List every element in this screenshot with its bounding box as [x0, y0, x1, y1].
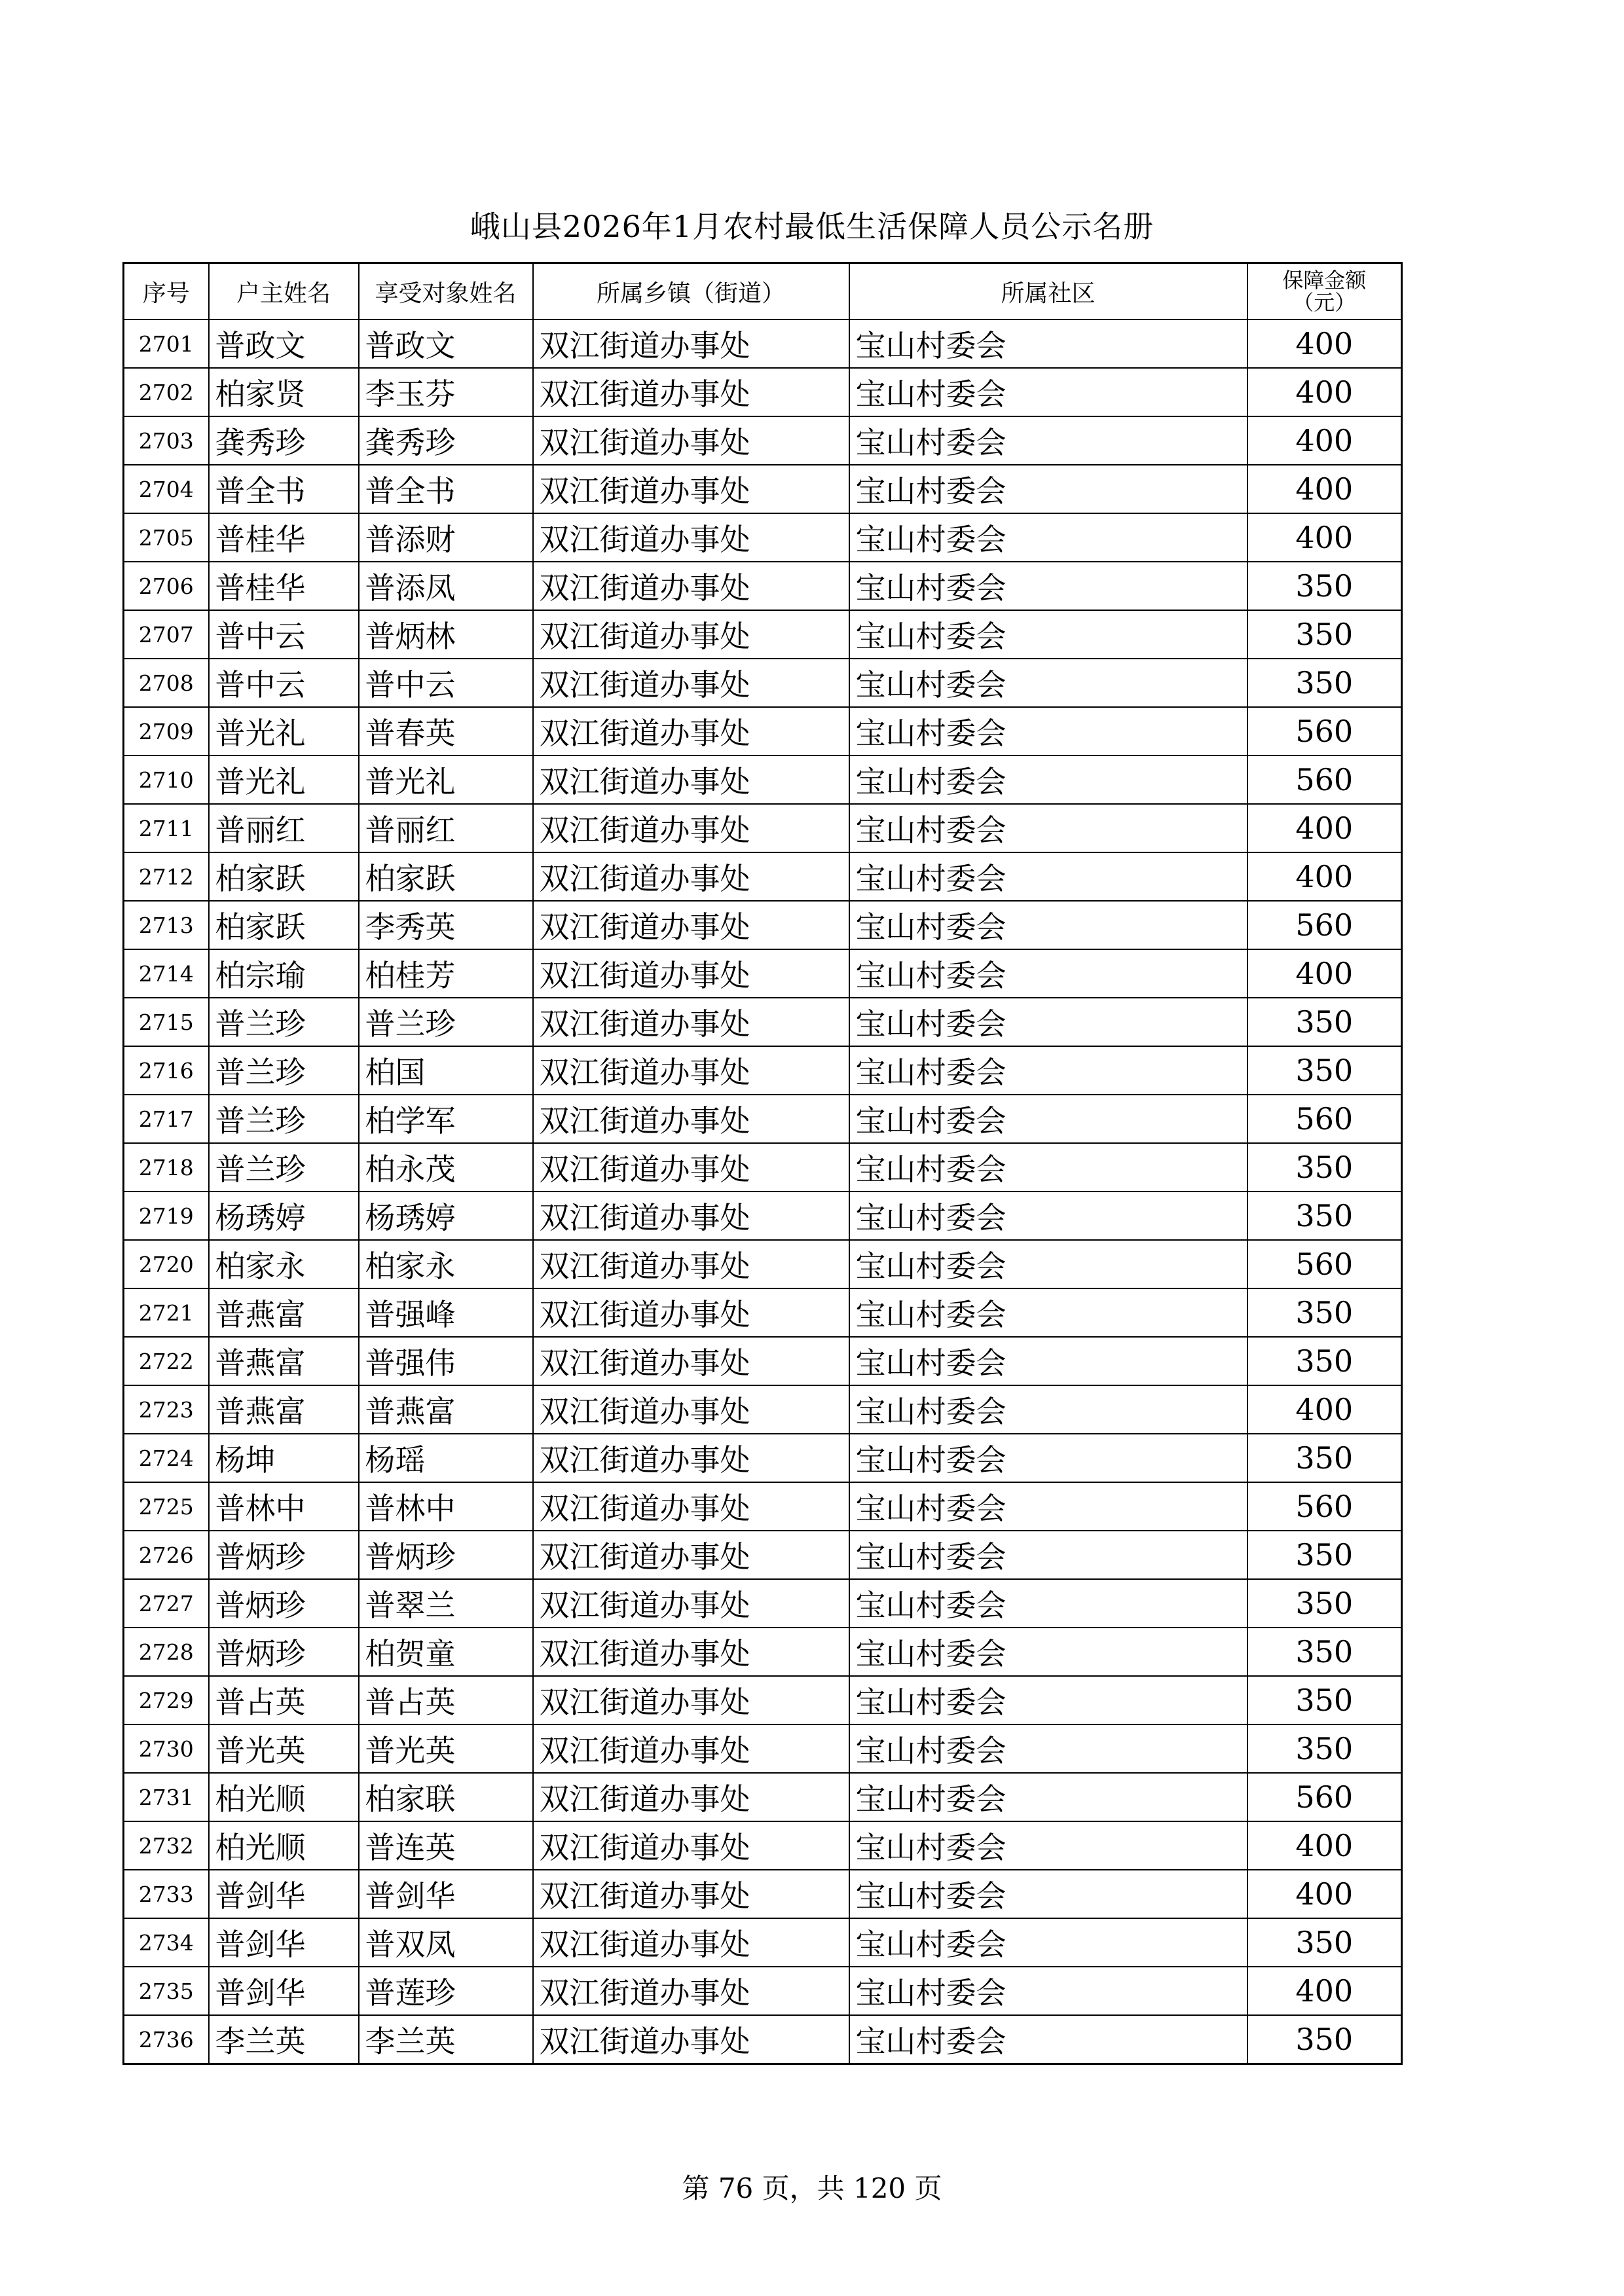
- cell-seq: 2726: [124, 1531, 209, 1579]
- cell-head-name: 柏家永: [209, 1240, 359, 1288]
- cell-town: 双江街道办事处: [533, 852, 849, 901]
- cell-head-name: 杨坤: [209, 1434, 359, 1482]
- cell-head-name: 李兰英: [209, 2015, 359, 2064]
- cell-amount: 350: [1247, 1918, 1402, 1967]
- cell-town: 双江街道办事处: [533, 1288, 849, 1337]
- cell-amount: 400: [1247, 804, 1402, 852]
- table-row: [124, 1288, 1402, 1337]
- cell-seq: 2728: [124, 1628, 209, 1676]
- column-header-head: 户主姓名: [209, 263, 359, 320]
- cell-beneficiary-name: 普连英: [359, 1821, 533, 1870]
- cell-beneficiary-name: 普强峰: [359, 1288, 533, 1337]
- cell-head-name: 柏家跃: [209, 901, 359, 949]
- cell-head-name: 普剑华: [209, 1967, 359, 2015]
- cell-town: 双江街道办事处: [533, 1579, 849, 1628]
- table-row: [124, 1482, 1402, 1531]
- cell-head-name: 普燕富: [209, 1288, 359, 1337]
- cell-seq: 2706: [124, 562, 209, 610]
- cell-seq: 2734: [124, 1918, 209, 1967]
- cell-town: 双江街道办事处: [533, 659, 849, 707]
- cell-seq: 2724: [124, 1434, 209, 1482]
- cell-beneficiary-name: 普强伟: [359, 1337, 533, 1385]
- cell-beneficiary-name: 杨琇婷: [359, 1192, 533, 1240]
- cell-town: 双江街道办事处: [533, 998, 849, 1046]
- cell-beneficiary-name: 普全书: [359, 465, 533, 513]
- cell-beneficiary-name: 杨瑶: [359, 1434, 533, 1482]
- table-row: [124, 1870, 1402, 1918]
- cell-amount: 350: [1247, 1288, 1402, 1337]
- table-row: [124, 1143, 1402, 1192]
- cell-amount: 350: [1247, 998, 1402, 1046]
- cell-beneficiary-name: 普剑华: [359, 1870, 533, 1918]
- cell-head-name: 柏光顺: [209, 1773, 359, 1821]
- cell-head-name: 柏宗瑜: [209, 949, 359, 998]
- cell-town: 双江街道办事处: [533, 707, 849, 756]
- table-row: [124, 465, 1402, 513]
- cell-community: 宝山村委会: [849, 610, 1247, 659]
- cell-community: 宝山村委会: [849, 1918, 1247, 1967]
- cell-community: 宝山村委会: [849, 901, 1247, 949]
- table-row: [124, 901, 1402, 949]
- cell-community: 宝山村委会: [849, 1870, 1247, 1918]
- cell-amount: 560: [1247, 1240, 1402, 1288]
- table-row: [124, 319, 1402, 368]
- cell-town: 双江街道办事处: [533, 1192, 849, 1240]
- cell-community: 宝山村委会: [849, 2015, 1247, 2064]
- column-header-community: 所属社区: [849, 263, 1247, 320]
- cell-community: 宝山村委会: [849, 1773, 1247, 1821]
- cell-seq: 2711: [124, 804, 209, 852]
- cell-town: 双江街道办事处: [533, 1095, 849, 1143]
- cell-town: 双江街道办事处: [533, 1337, 849, 1385]
- cell-amount: 560: [1247, 707, 1402, 756]
- cell-head-name: 普中云: [209, 610, 359, 659]
- cell-head-name: 普桂华: [209, 513, 359, 562]
- cell-amount: 400: [1247, 1967, 1402, 2015]
- cell-town: 双江街道办事处: [533, 756, 849, 804]
- cell-amount: 350: [1247, 1434, 1402, 1482]
- cell-seq: 2736: [124, 2015, 209, 2064]
- cell-amount: 350: [1247, 610, 1402, 659]
- cell-head-name: 普兰珍: [209, 1143, 359, 1192]
- roster-table: [122, 262, 1403, 2065]
- cell-town: 双江街道办事处: [533, 1724, 849, 1773]
- cell-seq: 2722: [124, 1337, 209, 1385]
- cell-beneficiary-name: 普兰珍: [359, 998, 533, 1046]
- cell-amount: 400: [1247, 1821, 1402, 1870]
- cell-community: 宝山村委会: [849, 1628, 1247, 1676]
- cell-town: 双江街道办事处: [533, 465, 849, 513]
- cell-town: 双江街道办事处: [533, 2015, 849, 2064]
- cell-seq: 2708: [124, 659, 209, 707]
- cell-head-name: 龚秀珍: [209, 416, 359, 465]
- cell-amount: 350: [1247, 562, 1402, 610]
- cell-beneficiary-name: 柏学军: [359, 1095, 533, 1143]
- cell-head-name: 普光礼: [209, 707, 359, 756]
- cell-town: 双江街道办事处: [533, 1240, 849, 1288]
- table-row: [124, 659, 1402, 707]
- table-row: [124, 1628, 1402, 1676]
- cell-seq: 2701: [124, 319, 209, 368]
- cell-town: 双江街道办事处: [533, 1046, 849, 1095]
- cell-beneficiary-name: 普炳珍: [359, 1531, 533, 1579]
- cell-seq: 2733: [124, 1870, 209, 1918]
- cell-seq: 2723: [124, 1385, 209, 1434]
- cell-seq: 2719: [124, 1192, 209, 1240]
- cell-town: 双江街道办事处: [533, 513, 849, 562]
- cell-beneficiary-name: 普燕富: [359, 1385, 533, 1434]
- table-header-row: [124, 263, 1402, 320]
- cell-beneficiary-name: 普春英: [359, 707, 533, 756]
- cell-town: 双江街道办事处: [533, 804, 849, 852]
- cell-beneficiary-name: 普莲珍: [359, 1967, 533, 2015]
- cell-community: 宝山村委会: [849, 562, 1247, 610]
- cell-town: 双江街道办事处: [533, 1482, 849, 1531]
- cell-head-name: 普中云: [209, 659, 359, 707]
- cell-amount: 560: [1247, 1773, 1402, 1821]
- cell-beneficiary-name: 普政文: [359, 319, 533, 368]
- cell-beneficiary-name: 李玉芬: [359, 368, 533, 416]
- cell-seq: 2725: [124, 1482, 209, 1531]
- cell-beneficiary-name: 龚秀珍: [359, 416, 533, 465]
- cell-town: 双江街道办事处: [533, 319, 849, 368]
- column-header-town: 所属乡镇（街道）: [533, 263, 849, 320]
- cell-community: 宝山村委会: [849, 1676, 1247, 1724]
- cell-amount: 560: [1247, 756, 1402, 804]
- cell-head-name: 普丽红: [209, 804, 359, 852]
- cell-amount: 400: [1247, 1870, 1402, 1918]
- cell-beneficiary-name: 普添财: [359, 513, 533, 562]
- table-row: [124, 804, 1402, 852]
- cell-head-name: 普光英: [209, 1724, 359, 1773]
- cell-town: 双江街道办事处: [533, 1821, 849, 1870]
- cell-community: 宝山村委会: [849, 465, 1247, 513]
- cell-town: 双江街道办事处: [533, 562, 849, 610]
- cell-town: 双江街道办事处: [533, 1967, 849, 2015]
- cell-head-name: 普燕富: [209, 1337, 359, 1385]
- table-row: [124, 1724, 1402, 1773]
- cell-community: 宝山村委会: [849, 1385, 1247, 1434]
- cell-beneficiary-name: 李秀英: [359, 901, 533, 949]
- cell-amount: 400: [1247, 465, 1402, 513]
- cell-amount: 400: [1247, 852, 1402, 901]
- cell-amount: 560: [1247, 1482, 1402, 1531]
- cell-seq: 2731: [124, 1773, 209, 1821]
- cell-seq: 2727: [124, 1579, 209, 1628]
- cell-head-name: 普兰珍: [209, 1046, 359, 1095]
- cell-amount: 400: [1247, 949, 1402, 998]
- cell-seq: 2717: [124, 1095, 209, 1143]
- table-row: [124, 1192, 1402, 1240]
- cell-amount: 350: [1247, 1143, 1402, 1192]
- table-row: [124, 562, 1402, 610]
- cell-seq: 2715: [124, 998, 209, 1046]
- cell-head-name: 普光礼: [209, 756, 359, 804]
- cell-community: 宝山村委会: [849, 1531, 1247, 1579]
- cell-community: 宝山村委会: [849, 852, 1247, 901]
- cell-community: 宝山村委会: [849, 1192, 1247, 1240]
- cell-town: 双江街道办事处: [533, 1676, 849, 1724]
- cell-amount: 400: [1247, 513, 1402, 562]
- cell-amount: 560: [1247, 1095, 1402, 1143]
- cell-community: 宝山村委会: [849, 804, 1247, 852]
- cell-community: 宝山村委会: [849, 949, 1247, 998]
- cell-beneficiary-name: 李兰英: [359, 2015, 533, 2064]
- cell-beneficiary-name: 普丽红: [359, 804, 533, 852]
- cell-beneficiary-name: 普双凤: [359, 1918, 533, 1967]
- cell-town: 双江街道办事处: [533, 610, 849, 659]
- cell-town: 双江街道办事处: [533, 1870, 849, 1918]
- cell-beneficiary-name: 普炳林: [359, 610, 533, 659]
- cell-head-name: 普全书: [209, 465, 359, 513]
- table-row: [124, 1579, 1402, 1628]
- cell-community: 宝山村委会: [849, 1434, 1247, 1482]
- cell-seq: 2704: [124, 465, 209, 513]
- table-row: [124, 1385, 1402, 1434]
- cell-amount: 400: [1247, 368, 1402, 416]
- cell-beneficiary-name: 柏永茂: [359, 1143, 533, 1192]
- cell-community: 宝山村委会: [849, 1143, 1247, 1192]
- cell-seq: 2732: [124, 1821, 209, 1870]
- cell-amount: 350: [1247, 2015, 1402, 2064]
- cell-beneficiary-name: 柏家永: [359, 1240, 533, 1288]
- cell-head-name: 普剑华: [209, 1918, 359, 1967]
- cell-amount: 350: [1247, 1046, 1402, 1095]
- column-header-seq: 序号: [124, 263, 209, 320]
- table-row: [124, 1967, 1402, 2015]
- cell-head-name: 普炳珍: [209, 1579, 359, 1628]
- cell-amount: 350: [1247, 1192, 1402, 1240]
- cell-beneficiary-name: 普光礼: [359, 756, 533, 804]
- cell-amount: 350: [1247, 1724, 1402, 1773]
- cell-head-name: 柏家跃: [209, 852, 359, 901]
- cell-beneficiary-name: 柏贺童: [359, 1628, 533, 1676]
- cell-community: 宝山村委会: [849, 1821, 1247, 1870]
- cell-community: 宝山村委会: [849, 1579, 1247, 1628]
- cell-seq: 2709: [124, 707, 209, 756]
- table-row: [124, 1095, 1402, 1143]
- cell-community: 宝山村委会: [849, 1482, 1247, 1531]
- cell-beneficiary-name: 普添凤: [359, 562, 533, 610]
- cell-beneficiary-name: 普林中: [359, 1482, 533, 1531]
- cell-head-name: 柏家贤: [209, 368, 359, 416]
- cell-community: 宝山村委会: [849, 513, 1247, 562]
- table-row: [124, 1531, 1402, 1579]
- cell-community: 宝山村委会: [849, 756, 1247, 804]
- cell-amount: 350: [1247, 659, 1402, 707]
- table-row: [124, 1676, 1402, 1724]
- column-header-amount-line1: 保障金额: [1282, 268, 1367, 293]
- cell-beneficiary-name: 普占英: [359, 1676, 533, 1724]
- cell-town: 双江街道办事处: [533, 1143, 849, 1192]
- cell-town: 双江街道办事处: [533, 901, 849, 949]
- cell-amount: 350: [1247, 1628, 1402, 1676]
- table-row: [124, 1337, 1402, 1385]
- cell-community: 宝山村委会: [849, 1967, 1247, 2015]
- cell-community: 宝山村委会: [849, 319, 1247, 368]
- cell-town: 双江街道办事处: [533, 368, 849, 416]
- cell-amount: 350: [1247, 1579, 1402, 1628]
- cell-community: 宝山村委会: [849, 707, 1247, 756]
- table-row: [124, 1773, 1402, 1821]
- cell-seq: 2729: [124, 1676, 209, 1724]
- cell-seq: 2730: [124, 1724, 209, 1773]
- cell-amount: 350: [1247, 1531, 1402, 1579]
- table-row: [124, 513, 1402, 562]
- cell-head-name: 普燕富: [209, 1385, 359, 1434]
- cell-community: 宝山村委会: [849, 659, 1247, 707]
- cell-beneficiary-name: 普光英: [359, 1724, 533, 1773]
- cell-community: 宝山村委会: [849, 1240, 1247, 1288]
- cell-seq: 2716: [124, 1046, 209, 1095]
- cell-head-name: 普桂华: [209, 562, 359, 610]
- cell-community: 宝山村委会: [849, 368, 1247, 416]
- cell-seq: 2702: [124, 368, 209, 416]
- cell-seq: 2707: [124, 610, 209, 659]
- table-body: [124, 319, 1402, 2064]
- cell-town: 双江街道办事处: [533, 1434, 849, 1482]
- cell-town: 双江街道办事处: [533, 1773, 849, 1821]
- table-row: [124, 1821, 1402, 1870]
- table-row: [124, 1434, 1402, 1482]
- cell-community: 宝山村委会: [849, 1288, 1247, 1337]
- cell-community: 宝山村委会: [849, 416, 1247, 465]
- cell-community: 宝山村委会: [849, 1046, 1247, 1095]
- cell-community: 宝山村委会: [849, 1095, 1247, 1143]
- table-row: [124, 1046, 1402, 1095]
- cell-head-name: 杨琇婷: [209, 1192, 359, 1240]
- cell-seq: 2721: [124, 1288, 209, 1337]
- cell-seq: 2720: [124, 1240, 209, 1288]
- cell-beneficiary-name: 柏家跃: [359, 852, 533, 901]
- table-row: [124, 707, 1402, 756]
- table-row: [124, 756, 1402, 804]
- cell-town: 双江街道办事处: [533, 1628, 849, 1676]
- cell-town: 双江街道办事处: [533, 1918, 849, 1967]
- cell-head-name: 普剑华: [209, 1870, 359, 1918]
- table-row: [124, 2015, 1402, 2064]
- cell-town: 双江街道办事处: [533, 949, 849, 998]
- cell-beneficiary-name: 普翠兰: [359, 1579, 533, 1628]
- cell-head-name: 普炳珍: [209, 1628, 359, 1676]
- cell-amount: 400: [1247, 319, 1402, 368]
- cell-head-name: 普兰珍: [209, 1095, 359, 1143]
- cell-seq: 2718: [124, 1143, 209, 1192]
- table-row: [124, 852, 1402, 901]
- cell-amount: 350: [1247, 1337, 1402, 1385]
- cell-amount: 400: [1247, 1385, 1402, 1434]
- cell-head-name: 普占英: [209, 1676, 359, 1724]
- cell-community: 宝山村委会: [849, 1724, 1247, 1773]
- cell-seq: 2710: [124, 756, 209, 804]
- table-row: [124, 998, 1402, 1046]
- cell-seq: 2735: [124, 1967, 209, 2015]
- table-row: [124, 1240, 1402, 1288]
- column-header-amount-line2: （元）: [1293, 290, 1356, 315]
- cell-beneficiary-name: 柏家联: [359, 1773, 533, 1821]
- cell-beneficiary-name: 柏国: [359, 1046, 533, 1095]
- cell-head-name: 普政文: [209, 319, 359, 368]
- cell-seq: 2705: [124, 513, 209, 562]
- cell-town: 双江街道办事处: [533, 1531, 849, 1579]
- cell-beneficiary-name: 普中云: [359, 659, 533, 707]
- cell-amount: 400: [1247, 416, 1402, 465]
- cell-head-name: 普兰珍: [209, 998, 359, 1046]
- cell-community: 宝山村委会: [849, 1337, 1247, 1385]
- table-row: [124, 368, 1402, 416]
- cell-community: 宝山村委会: [849, 998, 1247, 1046]
- cell-head-name: 普林中: [209, 1482, 359, 1531]
- table-row: [124, 416, 1402, 465]
- page-title: 峨山县2026年1月农村最低生活保障人员公示名册: [470, 209, 1154, 244]
- cell-amount: 560: [1247, 901, 1402, 949]
- cell-amount: 350: [1247, 1676, 1402, 1724]
- cell-seq: 2714: [124, 949, 209, 998]
- cell-seq: 2703: [124, 416, 209, 465]
- cell-town: 双江街道办事处: [533, 416, 849, 465]
- cell-seq: 2712: [124, 852, 209, 901]
- table-row: [124, 1918, 1402, 1967]
- cell-town: 双江街道办事处: [533, 1385, 849, 1434]
- table-row: [124, 610, 1402, 659]
- column-header-amount: [1247, 263, 1402, 320]
- cell-head-name: 普炳珍: [209, 1531, 359, 1579]
- cell-seq: 2713: [124, 901, 209, 949]
- table-row: [124, 949, 1402, 998]
- cell-head-name: 柏光顺: [209, 1821, 359, 1870]
- page-footer: 第 76 页，共 120 页: [682, 2172, 942, 2204]
- cell-beneficiary-name: 柏桂芳: [359, 949, 533, 998]
- column-header-beneficiary: 享受对象姓名: [359, 263, 533, 320]
